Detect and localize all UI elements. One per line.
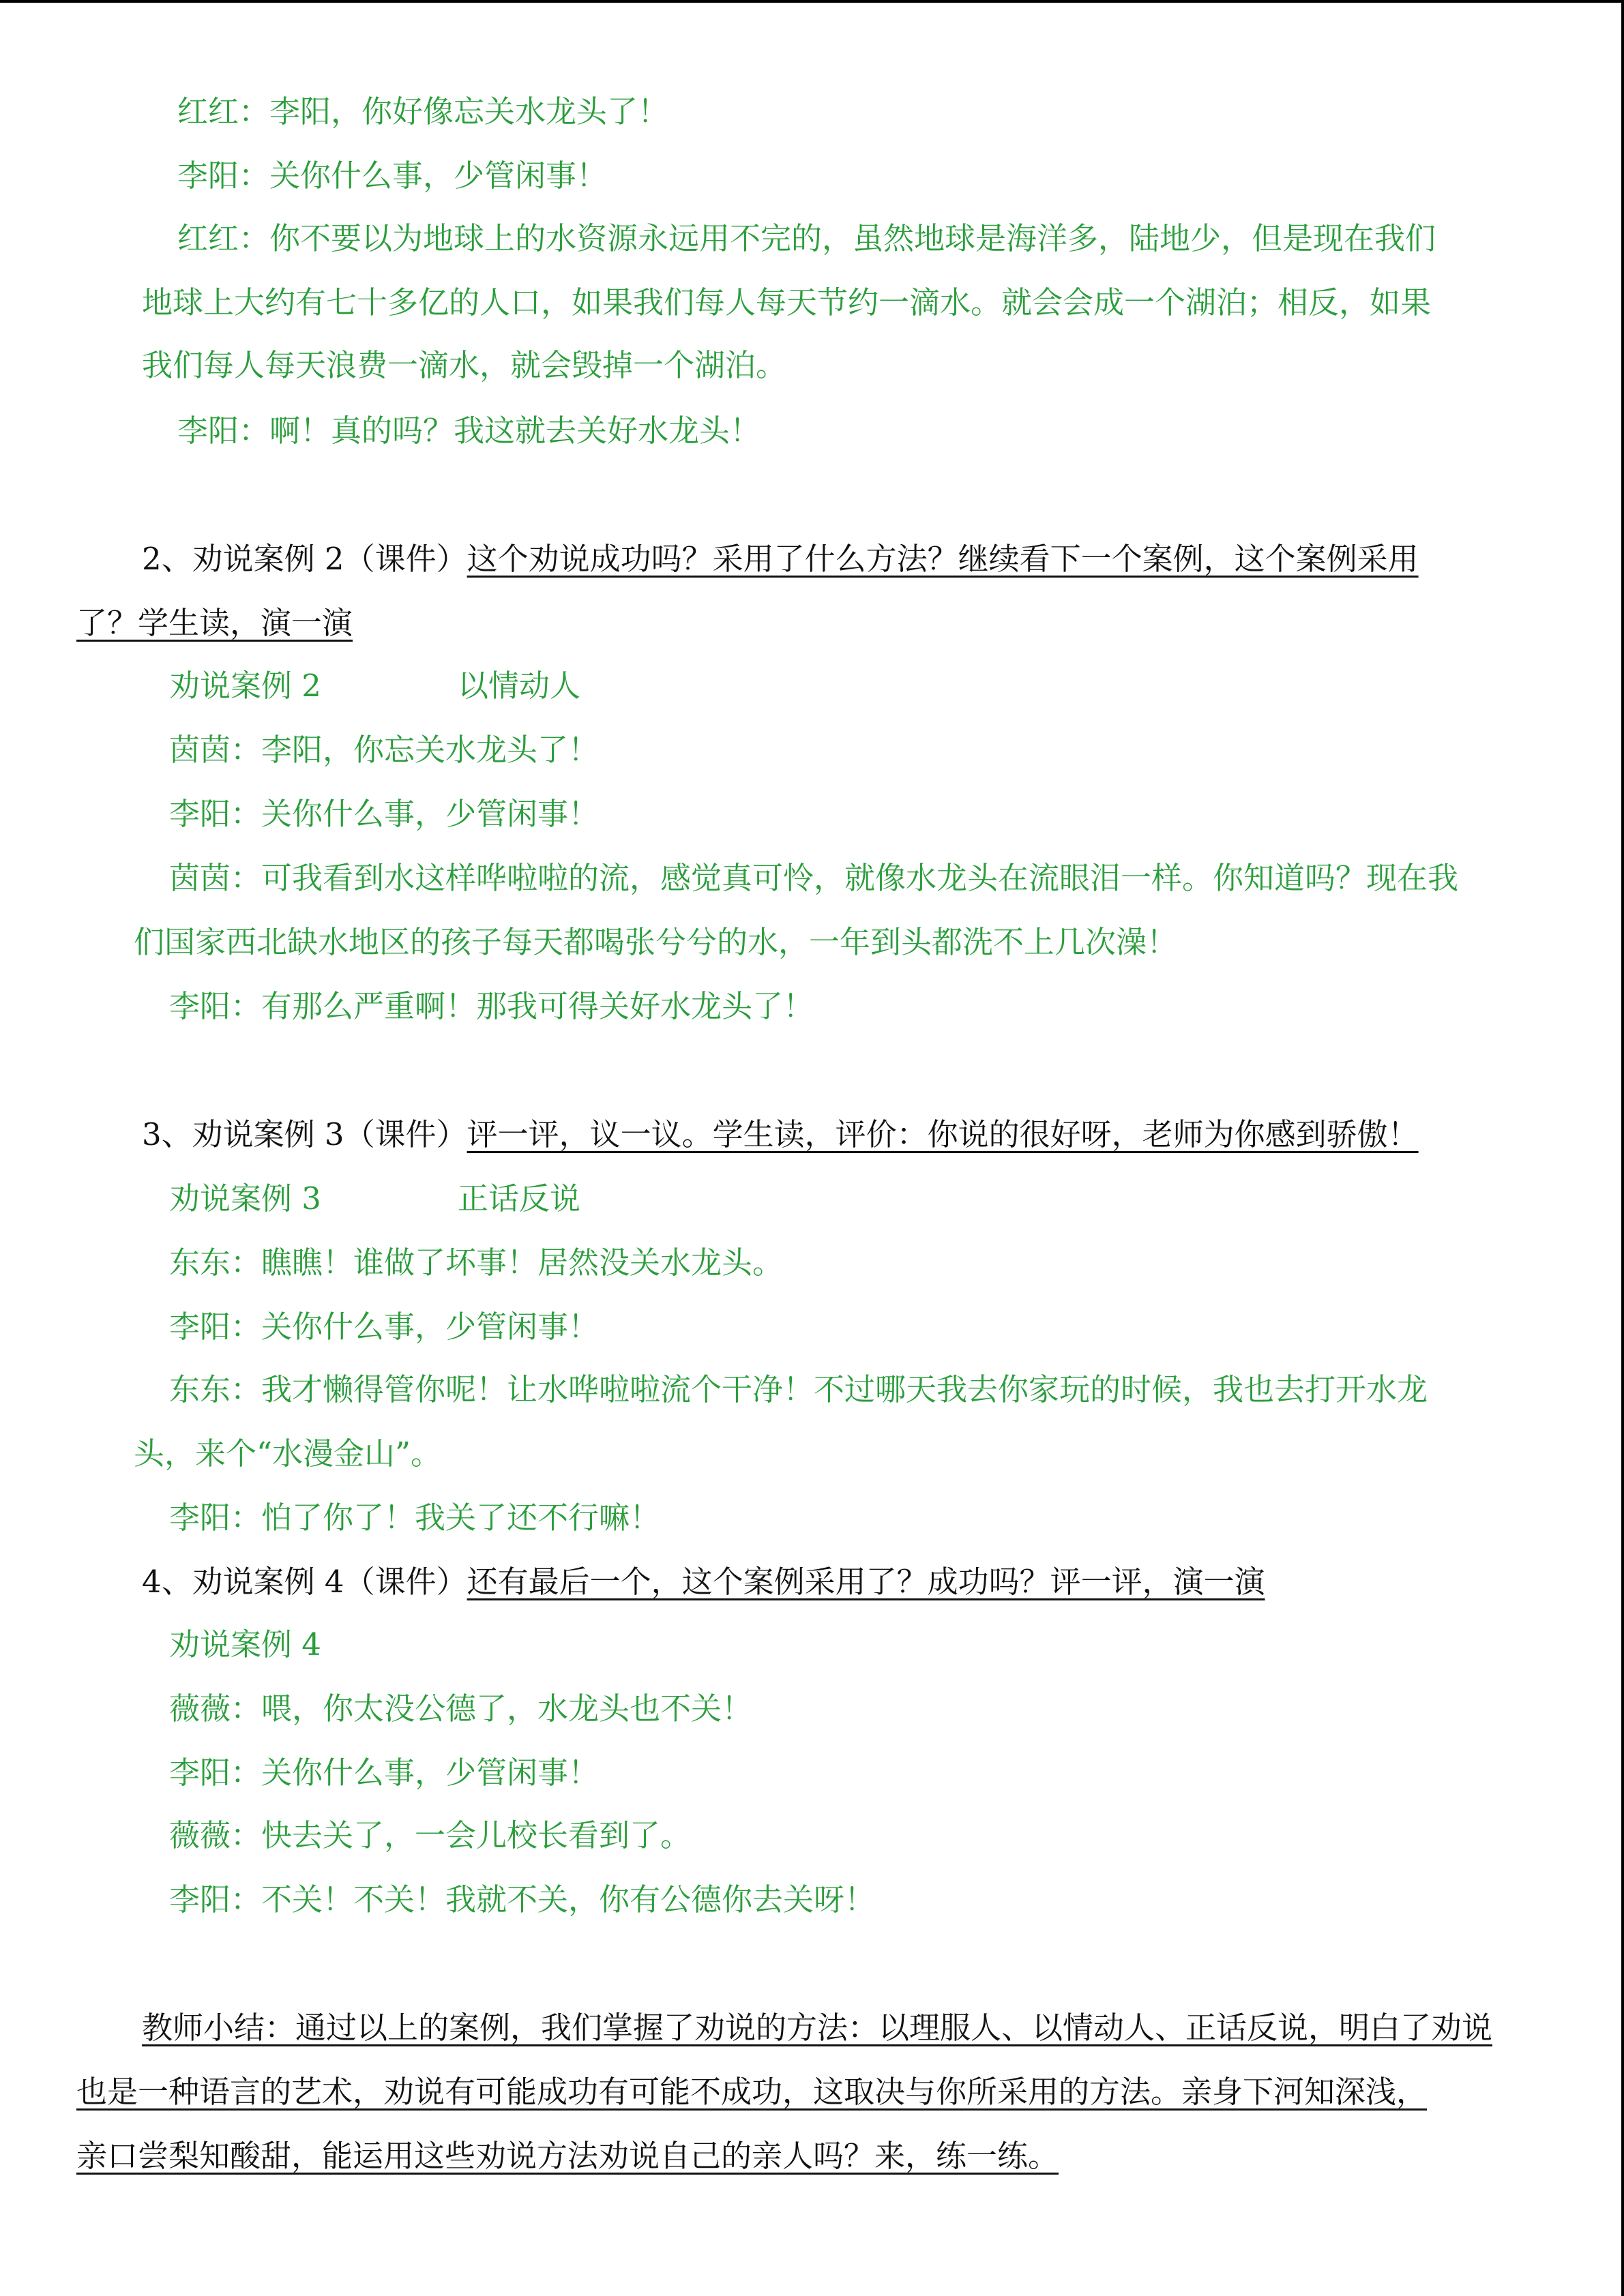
summary-line2: [76, 2073, 1427, 2111]
dialogue1-line2: 李阳：关你什么事，少管闲事！: [177, 158, 608, 194]
summary-text-3: 亲口尝梨知酸甜，能运用这些劝说方法劝说自己的亲人吗？来，练一练。: [76, 2138, 1059, 2174]
section3-heading: [142, 1116, 1419, 1154]
section2-lead: 2、劝说案例 2（课件）: [142, 541, 467, 577]
case3-line2: 李阳：关你什么事，少管闲事！: [169, 1309, 600, 1345]
section3-lead: 3、劝说案例 3（课件）: [142, 1116, 467, 1152]
dialogue1-line4: 李阳：啊！真的吗？我这就去关好水龙头！: [177, 413, 761, 449]
case4-line1: 薇薇：喂，你太没公德了，水龙头也不关！: [169, 1690, 753, 1727]
summary-line1: [142, 2009, 1492, 2047]
case4-line4: 李阳：不关！不关！我就不关，你有公德你去关呀！: [169, 1881, 876, 1918]
case2-line1: 茵茵：李阳，你忘关水龙头了！: [169, 732, 600, 768]
section4-question: 还有最后一个，这个案例采用了？成功吗？评一评，演一演: [467, 1564, 1265, 1600]
dialogue1-line3c: 我们每人每天浪费一滴水，就会毁掉一个湖泊。: [142, 347, 787, 383]
case2-method: 以情动人: [457, 668, 580, 704]
case4-line3: 薇薇：快去关了，一会儿校长看到了。: [169, 1817, 692, 1853]
case3-title: 劝说案例 3: [169, 1180, 321, 1217]
section4-heading: [142, 1563, 1265, 1601]
case2-line3a: 茵茵：可我看到水这样哗啦啦的流，感觉真可怜，就像水龙头在流眼泪一样。你知道吗？现在我: [169, 860, 1459, 896]
section2-question-line2: 了？学生读，演一演: [76, 605, 353, 641]
case2-title: 劝说案例 2: [169, 668, 321, 704]
summary-line3: [76, 2137, 1059, 2175]
dialogue1-line3b: 地球上大约有七十多亿的人口，如果我们每人每天节约一滴水。就会会成一个湖泊；相反，如果: [142, 284, 1432, 320]
case3-method: 正话反说: [457, 1180, 580, 1217]
case2-line3b: 们国家西北缺水地区的孩子每天都喝张兮兮的水，一年到头都洗不上几次澡！: [134, 924, 1178, 960]
case4-line2: 李阳：关你什么事，少管闲事！: [169, 1755, 600, 1791]
summary-text-1: 教师小结：通过以上的案例，我们掌握了劝说的方法：以理服人、以情动人、正话反说，明白了劝说: [142, 2010, 1493, 2046]
case3-line3b: 头，来个“水漫金山”。: [134, 1435, 442, 1472]
case2-title-row: [169, 667, 580, 705]
case3-line4: 李阳：怕了你了！我关了还不行嘛！: [169, 1500, 661, 1536]
case3-line1: 东东：瞧瞧！谁做了坏事！居然没关水龙头。: [169, 1244, 784, 1281]
section2-heading: [142, 540, 1419, 578]
case2-line4: 李阳：有那么严重啊！那我可得关好水龙头了！: [169, 988, 814, 1024]
dialogue1-line1: 红红：李阳，你好像忘关水龙头了！: [177, 93, 669, 130]
case2-line2: 李阳：关你什么事，少管闲事！: [169, 796, 600, 832]
section2-question-cont: [76, 604, 353, 642]
case4-title: 劝说案例 4: [169, 1626, 321, 1663]
case3-line3a: 东东：我才懒得管你呢！让水哗啦啦流个干净！不过哪天我去你家玩的时候，我也去打开水龙: [169, 1371, 1428, 1407]
section3-question: 评一评，议一议。学生读，评价：你说的很好呀，老师为你感到骄傲！: [467, 1116, 1419, 1152]
dialogue1-line3a: 红红：你不要以为地球上的水资源永远用不完的，虽然地球是海洋多，陆地少，但是现在我们: [177, 220, 1436, 256]
section4-lead: 4、劝说案例 4（课件）: [142, 1564, 467, 1600]
case3-title-row: [169, 1180, 580, 1218]
section2-question: 这个劝说成功吗？采用了什么方法？继续看下一个案例，这个案例采用: [467, 541, 1419, 577]
summary-text-2: 也是一种语言的艺术，劝说有可能成功有可能不成功，这取决与你所采用的方法。亲身下河知深浅，: [76, 2074, 1428, 2110]
